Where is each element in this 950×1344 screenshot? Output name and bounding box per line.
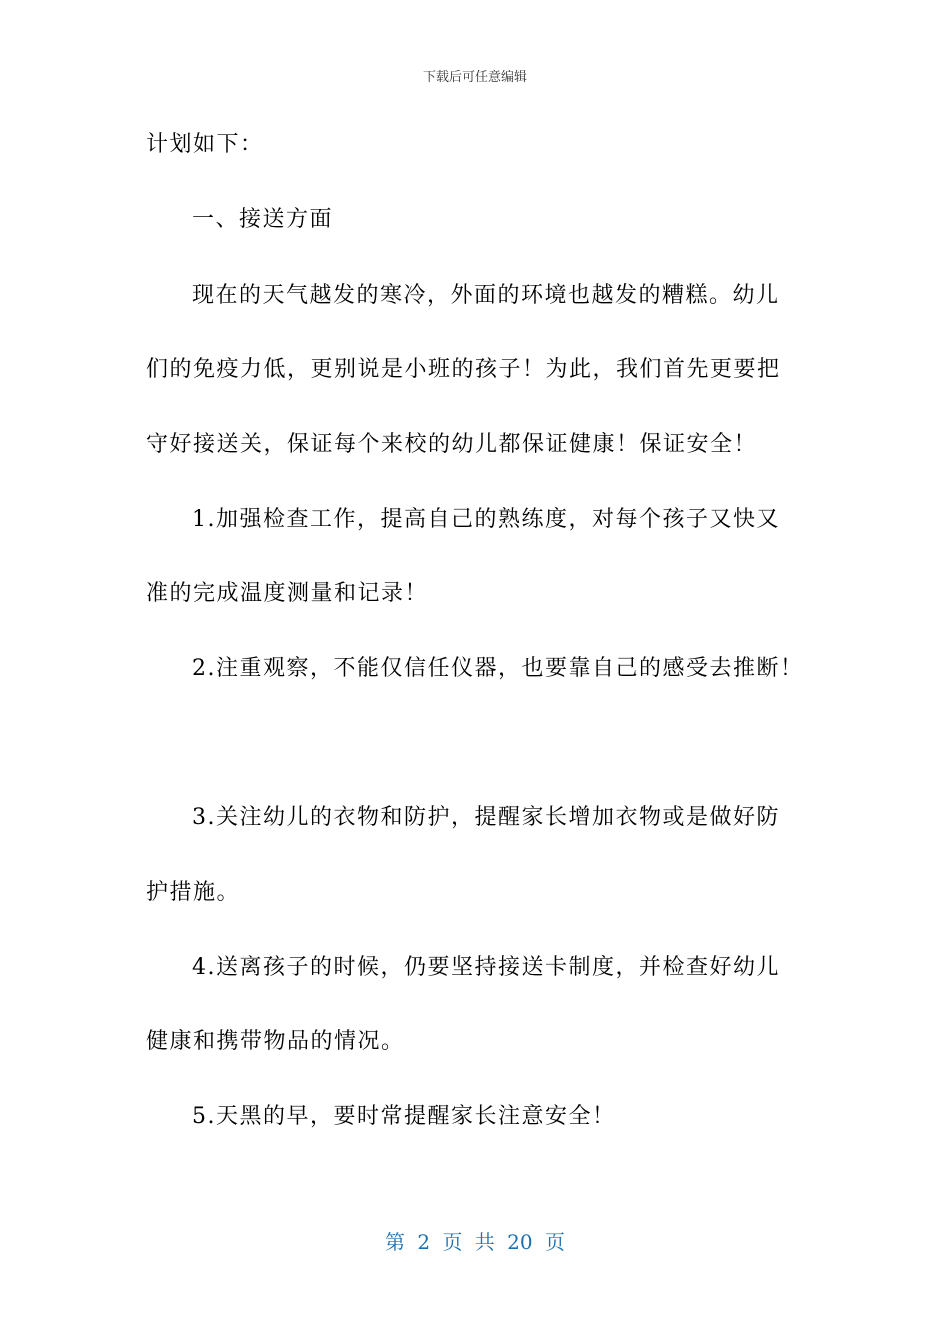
paragraph-line: 现在的天气越发的寒冷，外面的环境也越发的糟糕。幼儿	[192, 283, 780, 308]
list-item-3: 3.关注幼儿的衣物和防护，提醒家长增加衣物或是做好防	[192, 805, 780, 830]
list-item-3-continued: 护措施。	[146, 880, 241, 905]
list-item-1: 1.加强检查工作，提高自己的熟练度，对每个孩子又快又	[192, 507, 780, 532]
paragraph-line: 守好接送关，保证每个来校的幼儿都保证健康！保证安全！	[146, 432, 758, 457]
page-footer: 第 2 页 共 20 页	[385, 1230, 565, 1254]
list-item-4: 4.送离孩子的时候，仍要坚持接送卡制度，并检查好幼儿	[192, 955, 780, 980]
section-heading: 一、接送方面	[192, 207, 334, 232]
list-item-4-continued: 健康和携带物品的情况。	[146, 1029, 405, 1054]
list-item-1-continued: 准的完成温度测量和记录！	[146, 581, 429, 606]
paragraph-line: 们的免疫力低，更别说是小班的孩子！为此，我们首先更要把	[146, 357, 781, 382]
list-item-5: 5.天黑的早，要时常提醒家长注意安全！	[192, 1104, 616, 1129]
page-header: 下载后可任意编辑	[422, 70, 527, 85]
line-plan-intro: 计划如下：	[146, 132, 264, 157]
list-item-2: 2.注重观察，不能仅信任仪器，也要靠自己的感受去推断！	[192, 656, 804, 681]
